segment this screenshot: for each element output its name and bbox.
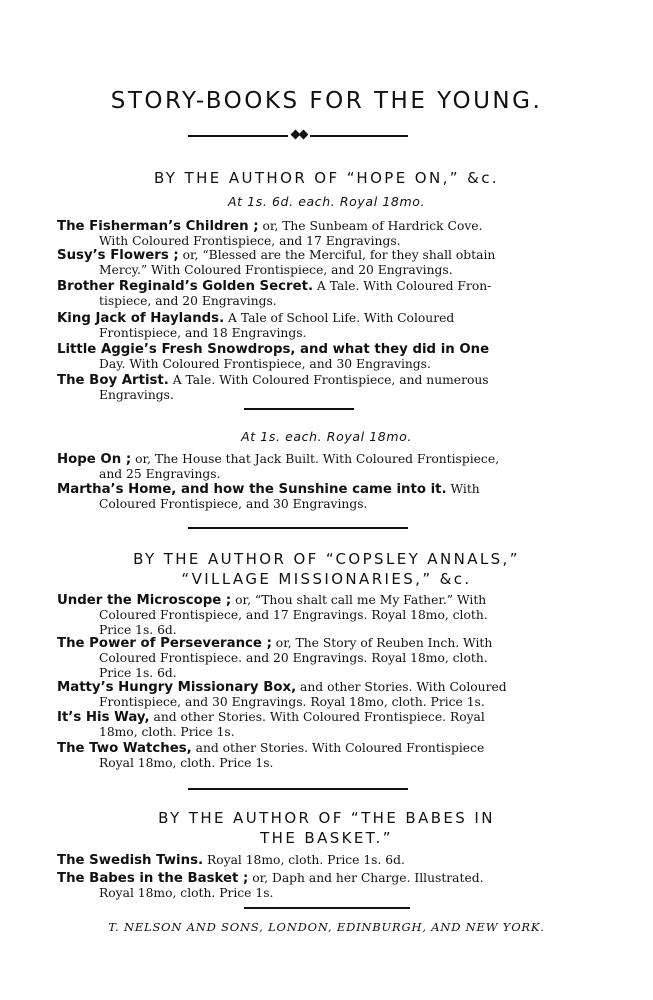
book-description: or, “Blessed are the Merciful, for they shall obtain: [178, 248, 496, 262]
book-description: Royal 18mo, cloth. Price 1s.: [99, 886, 274, 900]
section-heading-copsley-annals: [0, 549, 653, 589]
book-title: Susy’s Flowers ;: [57, 248, 179, 263]
book-entry: [57, 636, 537, 681]
book-description: tispiece, and 20 Engravings.: [99, 294, 277, 308]
book-description: 18mo, cloth. Price 1s.: [99, 725, 235, 739]
book-description: or, Daph and her Charge. Illustrated.: [248, 871, 484, 885]
divider: [244, 907, 410, 909]
book-description: Coloured Frontispiece. and 20 Engravings. Royal 18mo, cloth.: [99, 651, 488, 665]
book-title: The Babes in the Basket ;: [57, 871, 249, 886]
book-description: and other Stories. With Coloured: [296, 680, 507, 694]
book-description: Coloured Frontispiece, and 30 Engravings.: [99, 497, 368, 511]
book-description: Price 1s. 6d.: [99, 623, 177, 637]
book-description: Price 1s. 6d.: [99, 666, 177, 680]
book-title: The Two Watches,: [57, 741, 192, 756]
book-description: With Coloured Frontispiece, and 17 Engravings.: [99, 234, 401, 248]
book-description: Frontispiece, and 30 Engravings. Royal 18mo, cloth. Price 1s.: [99, 695, 485, 709]
book-title: Hope On ;: [57, 452, 132, 467]
book-title: It’s His Way,: [57, 710, 150, 725]
book-entry: [57, 248, 537, 278]
book-title: Matty’s Hungry Missionary Box,: [57, 680, 297, 695]
book-entry: [57, 219, 537, 249]
book-description: Engravings.: [99, 388, 174, 402]
book-title: Under the Microscope ;: [57, 593, 232, 608]
title-ornament: [188, 130, 408, 142]
book-description: A Tale. With Coloured Fron-: [313, 279, 492, 293]
book-description: or, The Story of Reuben Inch. With: [271, 636, 493, 650]
book-description: and other Stories. With Coloured Frontispiece: [191, 741, 485, 755]
book-entry: [57, 482, 537, 512]
book-entry: [57, 741, 537, 771]
book-description: and other Stories. With Coloured Frontispiece. Royal: [149, 710, 485, 724]
book-entry: [57, 680, 537, 710]
section-heading-babes-in-basket: [0, 808, 653, 848]
book-description: With: [446, 482, 480, 496]
book-title: The Swedish Twins.: [57, 853, 204, 868]
section-heading-hope-on: BY THE AUTHOR OF “HOPE ON,” &c.: [153, 169, 500, 187]
book-entry: [57, 279, 537, 309]
book-title: The Boy Artist.: [57, 373, 169, 388]
book-entry: [57, 853, 537, 868]
book-description: or, The Sunbeam of Hardrick Cove.: [258, 219, 483, 233]
book-description: Day. With Coloured Frontispiece, and 30 Engravings.: [99, 357, 431, 371]
book-title: The Power of Perseverance ;: [57, 636, 272, 651]
book-entry: [57, 311, 537, 341]
price-line-1s6d: At 1s. 6d. each. Royal 18mo.: [227, 194, 426, 209]
book-description: and 25 Engravings.: [99, 467, 221, 481]
publisher-imprint: T. NELSON AND SONS, LONDON, EDINBURGH, AND NEW YORK.: [108, 920, 545, 934]
book-entry: [57, 373, 537, 403]
book-description: Mercy.” With Coloured Frontispiece, and 20 Engravings.: [99, 263, 453, 277]
book-description: Frontispiece, and 18 Engravings.: [99, 326, 307, 340]
book-entry: [57, 342, 537, 372]
book-title: Brother Reginald’s Golden Secret.: [57, 279, 313, 294]
book-description: Coloured Frontispiece, and 17 Engravings. Royal 18mo, cloth.: [99, 608, 488, 622]
divider: [188, 527, 408, 529]
book-title: Little Aggie’s Fresh Snowdrops, and what they did in One: [57, 342, 490, 357]
book-title: The Fisherman’s Children ;: [57, 219, 259, 234]
book-entry: [57, 871, 537, 901]
book-description: A Tale of School Life. With Coloured: [224, 311, 455, 325]
price-line-1s: At 1s. each. Royal 18mo.: [241, 429, 412, 444]
book-description: Royal 18mo, cloth. Price 1s. 6d.: [203, 853, 405, 867]
book-title: King Jack of Haylands.: [57, 311, 225, 326]
book-description: or, “Thou shalt call me My Father.” With: [231, 593, 487, 607]
book-entry: [57, 452, 537, 482]
book-entry: [57, 710, 537, 740]
divider: [244, 408, 354, 410]
book-description: or, The House that Jack Built. With Coloured Frontispiece,: [131, 452, 499, 466]
book-description: Royal 18mo, cloth. Price 1s.: [99, 756, 274, 770]
section-heading-line: “VILLAGE MISSIONARIES,” &c.: [181, 570, 472, 588]
page-title: STORY-BOOKS FOR THE YOUNG.: [110, 88, 543, 114]
book-description: A Tale. With Coloured Frontispiece, and numerous: [168, 373, 489, 387]
book-entry: [57, 593, 537, 638]
book-title: Martha’s Home, and how the Sunshine came into it.: [57, 482, 447, 497]
section-heading-line: BY THE AUTHOR OF “COPSLEY ANNALS,”: [133, 550, 520, 568]
divider: [188, 788, 408, 790]
section-heading-line: BY THE AUTHOR OF “THE BABES IN: [158, 809, 495, 827]
section-heading-line: THE BASKET.”: [260, 829, 393, 847]
